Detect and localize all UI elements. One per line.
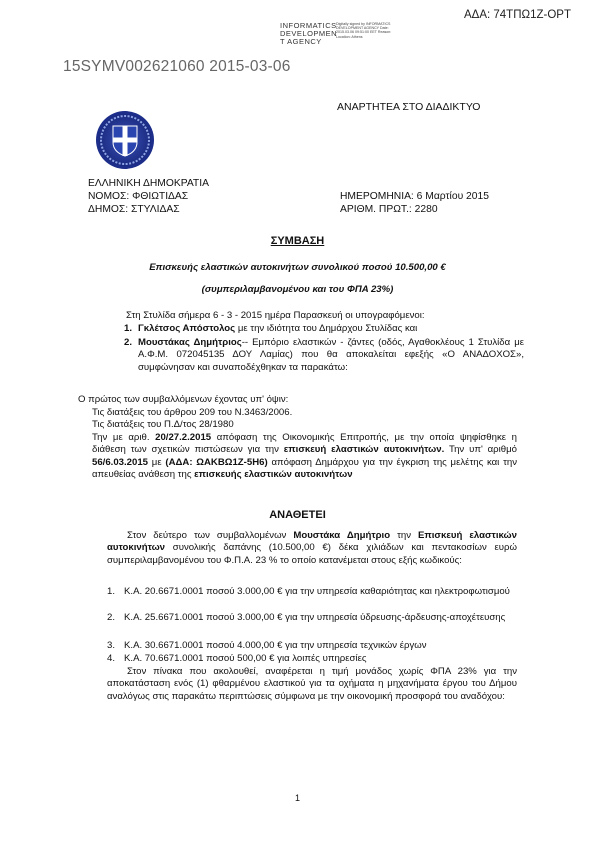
party-number: 1.: [124, 323, 133, 334]
intro-text: Στη Στυλίδα σήμερα 6 - 3 - 2015 ημέρα Παρασκευή οι υπογραφόμενοι:: [126, 310, 425, 321]
party-name: Γκλέτσος Απόστολος: [138, 323, 236, 334]
issuer-line: ΕΛΛΗΝΙΚΗ ΔΗΜΟΚΡΑΤΙΑ: [88, 178, 209, 189]
party-text-cont: Στυλίδα με Α.Φ.Μ. 072045135 ΔΟΥ Λαμίας) που θα αποκαλείται εφεξής «Ο ΑΝΑΔΟΧΟΣ», συμφώνησαν και συναποδέχθηκαν τα παρακάτω:: [138, 337, 524, 373]
digital-signature: [280, 22, 400, 46]
date-protocol-block: [340, 190, 489, 216]
party-name: Μουστάκας Δημήτριος: [138, 337, 242, 348]
item-number: 3.: [107, 640, 116, 651]
date-line: ΗΜΕΡΟΜΗΝΙΑ: 6 Μαρτίου 2015: [340, 191, 489, 202]
considerations-heading: Ο πρώτος των συμβαλλόμενων έχοντας υπ' όψιν:: [78, 394, 289, 405]
publish-note: ΑΝΑΡΤΗΤΕΑ ΣΤΟ ΔΙΑΔΙΚΤΥΟ: [337, 101, 481, 113]
item-number: 2.: [107, 612, 116, 623]
decision-paragraph: Την με αριθ. 20/27.2.2015 απόφαση της Οικονομικής Επιτροπής, με την οποία ψηφίσθηκε η διάθεση των σχετικών πιστώσεων για την επισκευή ελαστικών αυτοκινήτων. Την υπ' αριθμό 56/6.03.2015 με (ΑΔΑ: ΩΑΚΒΩ1Ζ-5Η6) απόφαση Δημάρχου για την έγκριση της μελέτης και την απευθείας ανάθεση της επισκευής ελαστικών αυτοκινήτων: [92, 432, 518, 481]
party-text: -- Εμπόριο ελαστικών - ζάντες (οδός, Αγαθοκλέους 1: [241, 337, 474, 348]
subject-line: Επισκευής ελαστικών αυτοκινήτων συνολικού ποσού 10.500,00 €: [149, 262, 446, 273]
item-text: Κ.Α. 25.6671.0001 ποσού 3.000,00 € για την υπηρεσία ύδρευσης-άρδευσης-αποχέτευσης: [124, 612, 506, 623]
item-text: Κ.Α. 30.6671.0001 ποσού 4.000,00 € για την υπηρεσία τεχνικών έργων: [124, 640, 427, 651]
item-number: 1.: [107, 586, 116, 597]
price-table-intro: Στον πίνακα που ακολουθεί, αναφέρεται η τιμή μονάδος χωρίς ΦΠΑ 23% για την αποκατάσταση ενός (1) φθαρμένου ελαστικού για τα οχήματα η μηχανήματα έργου του Δήμου αναλόγως στις παρακάτω περιπτώσεις σύμφωνα με την οικονομική προσφορά του αναδόχου:: [107, 666, 517, 702]
item-text: Κ.Α. 70.6671.0001 ποσού 500,00 € για λοιπές υπηρεσίες: [124, 653, 367, 664]
issuer-line: ΝΟΜΟΣ: ΦΘΙΩΤΙΔΑΣ: [88, 191, 189, 202]
party-number: 2.: [124, 337, 133, 348]
ada-code: ΑΔΑ: 74ΤΠΩ1Ζ-ΟΡΤ: [463, 9, 571, 21]
signature-agency-line: T AGENCY: [280, 37, 322, 46]
signature-agency-line: INFORMATICS: [280, 21, 337, 30]
party-text: με την ιδιότητα του Δημάρχου Στυλίδας και: [235, 323, 418, 334]
item-number: 4.: [107, 653, 116, 664]
section-heading: ΑΝΑΘΕΤΕΙ: [269, 509, 326, 521]
item-text: Κ.Α. 20.6671.0001 ποσού 3.000,00 € για την υπηρεσία καθαριότητας και ηλεκτροφωτισμού: [124, 586, 510, 597]
signature-details: Digitally signed by INFORMATICS DEVELOPMENT AGENCY Date: 2015.03.06 09:51:00 EET Reason: Location: Athens: [336, 22, 392, 39]
signature-agency-line: DEVELOPMEN: [280, 29, 338, 38]
document-title: ΣΥΜΒΑΣΗ: [270, 235, 325, 247]
page-number: 1: [294, 793, 300, 803]
protocol-line: ΑΡΙΘΜ. ΠΡΩΤ.: 2280: [340, 204, 438, 215]
greek-emblem-icon: [95, 110, 155, 170]
assignment-paragraph: Στον δεύτερο των συμβαλλομένων Μουστάκα Δημήτριο την Επισκευή ελαστικών αυτοκινήτων συνολικής δαπάνης (10.500,00 €) δέκα χιλιάδων και πεντακοσίων ευρώ συμπεριλαμβανομένου του Φ.Π.Α. 23 % το οποίο κατανέμεται στους εξής κωδικούς:: [107, 530, 517, 566]
document-id: 15SYMV002621060 2015-03-06: [63, 58, 291, 75]
law-reference: Τις διατάξεις του άρθρου 209 του Ν.3463/2006.: [92, 407, 293, 418]
issuer-line: ΔΗΜΟΣ: ΣΤΥΛΙΔΑΣ: [88, 204, 180, 215]
subject-line: (συμπεριλαμβανομένου και του ΦΠΑ 23%): [201, 284, 394, 295]
issuer-block: [88, 177, 209, 216]
law-reference: Τις διατάξεις του Π.Δ/τος 28/1980: [92, 419, 234, 430]
